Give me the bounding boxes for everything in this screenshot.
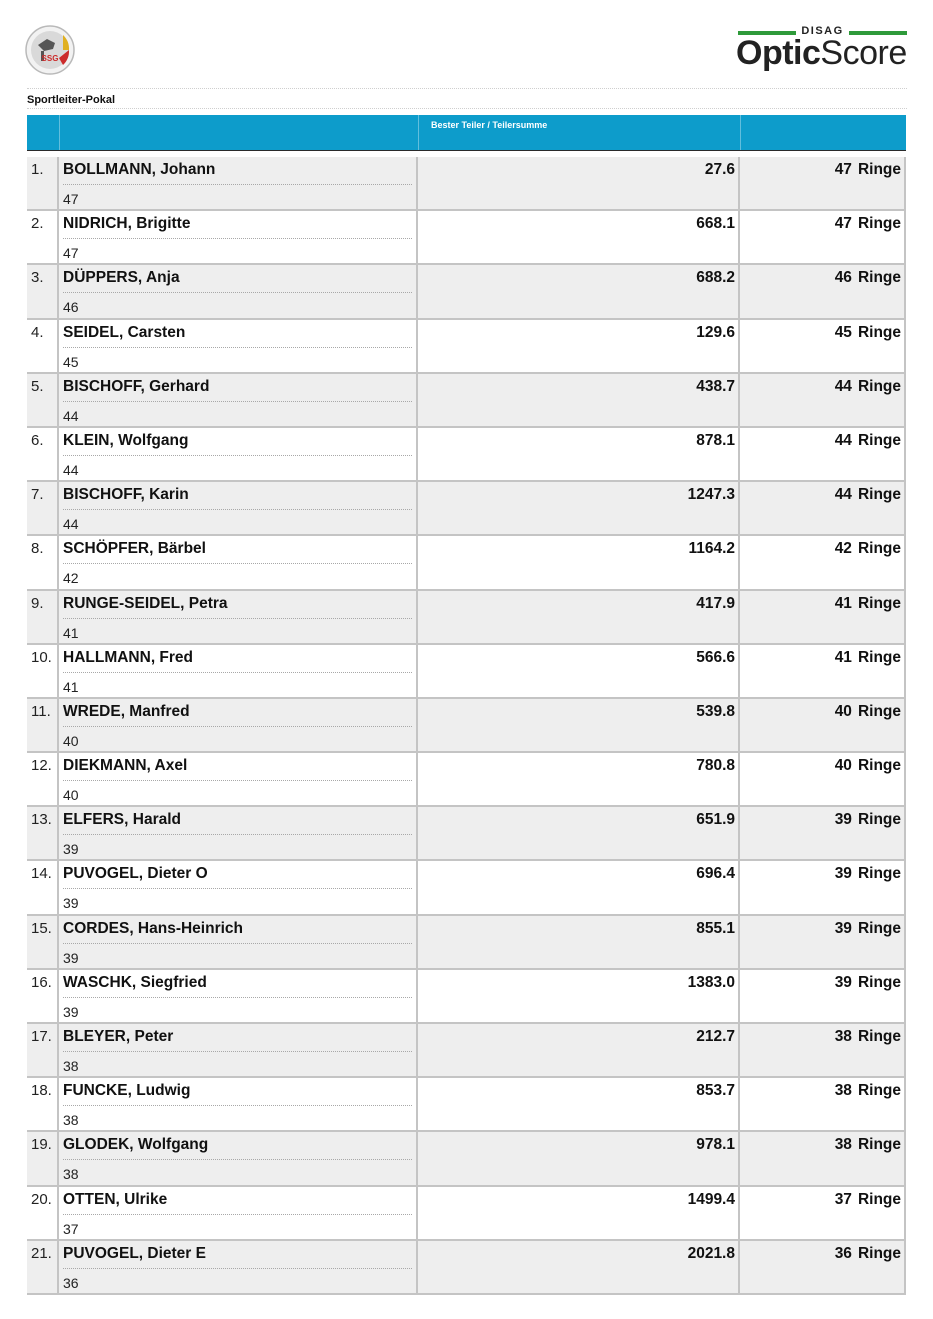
teiler-cell xyxy=(418,1187,740,1239)
table-row xyxy=(27,157,906,211)
table-row xyxy=(27,1241,906,1295)
rank-label: 15. xyxy=(31,919,52,937)
shooter-name: WREDE, Manfred xyxy=(63,702,190,720)
ringe-total xyxy=(835,703,901,721)
table-row xyxy=(27,861,906,915)
ringe-value: 44 xyxy=(834,431,852,449)
name-cell xyxy=(59,699,418,751)
brand-name-bold: Optic xyxy=(736,34,821,72)
teiler-cell xyxy=(418,1132,740,1184)
ringe-value: 38 xyxy=(834,1028,852,1045)
name-divider xyxy=(63,943,412,944)
ringe-value: 38 xyxy=(834,1136,852,1154)
rank-label: 13. xyxy=(31,811,52,829)
name-cell xyxy=(59,753,418,805)
series-value: 39 xyxy=(63,1003,79,1020)
rank-label: 20. xyxy=(31,1190,52,1208)
series-value: 45 xyxy=(63,353,79,370)
ringe-value: 41 xyxy=(834,648,852,666)
series-value: 39 xyxy=(63,841,79,858)
teiler-cell xyxy=(418,1024,740,1076)
name-divider xyxy=(63,238,412,239)
series-value: 40 xyxy=(63,787,79,804)
ringe-cell xyxy=(740,916,906,968)
club-logo xyxy=(25,25,75,75)
ringe-unit: Ringe xyxy=(857,1190,901,1208)
document-title: Sportleiter-Pokal xyxy=(27,94,116,106)
rank-label: 7. xyxy=(31,486,44,504)
ringe-unit: Ringe xyxy=(857,594,901,612)
results-table xyxy=(27,157,906,1295)
teiler-value: 539.8 xyxy=(696,702,735,720)
ringe-cell xyxy=(740,320,906,372)
name-cell xyxy=(59,916,418,968)
rank-cell xyxy=(27,374,59,426)
shooter-name: FUNCKE, Ludwig xyxy=(63,1082,191,1100)
name-divider xyxy=(63,672,412,673)
name-divider xyxy=(63,997,412,998)
teiler-cell xyxy=(418,753,740,805)
name-cell xyxy=(59,645,418,697)
table-header xyxy=(27,115,906,151)
ringe-value: 46 xyxy=(834,269,852,287)
ringe-cell xyxy=(740,699,906,751)
ringe-unit: Ringe xyxy=(857,486,901,504)
teiler-value: 212.7 xyxy=(696,1028,735,1045)
name-cell xyxy=(59,861,418,913)
ringe-total xyxy=(835,595,901,613)
name-divider xyxy=(63,1051,412,1052)
ringe-unit: Ringe xyxy=(857,865,901,883)
shooter-name: DÜPPERS, Anja xyxy=(63,269,180,287)
name-cell xyxy=(59,428,418,480)
name-divider xyxy=(63,509,412,510)
series-value: 39 xyxy=(63,895,79,912)
ringe-total xyxy=(835,161,901,179)
header-separator xyxy=(418,115,419,150)
ringe-cell xyxy=(740,536,906,588)
ringe-total xyxy=(835,378,901,396)
table-row xyxy=(27,753,906,807)
teiler-value: 1499.4 xyxy=(687,1190,735,1208)
rank-cell xyxy=(27,699,59,751)
series-value: 41 xyxy=(63,678,79,695)
rank-cell xyxy=(27,1078,59,1130)
ringe-cell xyxy=(740,374,906,426)
ringe-unit: Ringe xyxy=(857,811,901,829)
teiler-value: 417.9 xyxy=(696,594,735,612)
teiler-cell xyxy=(418,916,740,968)
name-cell xyxy=(59,1024,418,1076)
shooter-name: DIEKMANN, Axel xyxy=(63,757,188,775)
name-divider xyxy=(63,726,412,727)
table-row xyxy=(27,645,906,699)
table-row xyxy=(27,265,906,319)
header-separator xyxy=(740,115,741,150)
ringe-total xyxy=(835,865,901,883)
shooter-name: RUNGE-SEIDEL, Petra xyxy=(63,594,228,612)
table-row xyxy=(27,428,906,482)
teiler-cell xyxy=(418,265,740,317)
ringe-value: 45 xyxy=(834,323,852,341)
ringe-unit: Ringe xyxy=(857,1136,901,1154)
ringe-total xyxy=(835,1245,901,1263)
rank-label: 11. xyxy=(31,702,51,720)
ringe-cell xyxy=(740,645,906,697)
teiler-value: 27.6 xyxy=(704,161,735,178)
teiler-cell xyxy=(418,1241,740,1293)
ringe-cell xyxy=(740,211,906,263)
series-value: 42 xyxy=(63,570,79,587)
ringe-unit: Ringe xyxy=(857,161,901,178)
series-value: 38 xyxy=(63,1058,79,1074)
series-value: 44 xyxy=(63,407,79,424)
ringe-total xyxy=(835,215,901,233)
table-row xyxy=(27,320,906,374)
shooter-name: CORDES, Hans-Heinrich xyxy=(63,919,244,937)
teiler-cell xyxy=(418,807,740,859)
shooter-name: PUVOGEL, Dieter E xyxy=(63,1244,206,1262)
ringe-unit: Ringe xyxy=(857,648,901,666)
teiler-value: 438.7 xyxy=(696,377,735,395)
shooter-name: WASCHK, Siegfried xyxy=(63,973,207,991)
ringe-unit: Ringe xyxy=(857,377,901,395)
series-value: 46 xyxy=(63,299,79,316)
rank-cell xyxy=(27,970,59,1022)
ringe-value: 47 xyxy=(834,161,852,178)
shooter-name: SEIDEL, Carsten xyxy=(63,323,186,341)
table-row xyxy=(27,536,906,590)
table-row xyxy=(27,807,906,861)
ringe-value: 47 xyxy=(834,215,852,233)
rank-label: 6. xyxy=(31,431,44,449)
opticscore-logo xyxy=(736,26,908,74)
series-value: 44 xyxy=(63,516,79,533)
series-value: 40 xyxy=(63,732,79,749)
ringe-cell xyxy=(740,1187,906,1239)
rank-cell xyxy=(27,1132,59,1184)
shooter-name: BISCHOFF, Gerhard xyxy=(63,377,210,395)
rank-label: 12. xyxy=(31,757,52,775)
teiler-value: 780.8 xyxy=(696,757,735,775)
name-divider xyxy=(63,834,412,835)
rank-cell xyxy=(27,536,59,588)
name-cell xyxy=(59,265,418,317)
rank-label: 9. xyxy=(31,594,44,612)
rank-label: 16. xyxy=(31,973,52,991)
ringe-cell xyxy=(740,265,906,317)
ringe-unit: Ringe xyxy=(857,1082,901,1100)
table-row xyxy=(27,482,906,536)
name-divider xyxy=(63,563,412,564)
teiler-value: 696.4 xyxy=(696,865,735,883)
rank-label: 14. xyxy=(31,865,52,883)
teiler-cell xyxy=(418,157,740,209)
teiler-cell xyxy=(418,645,740,697)
ringe-cell xyxy=(740,428,906,480)
rank-cell xyxy=(27,916,59,968)
name-divider xyxy=(63,184,412,185)
table-row xyxy=(27,1078,906,1132)
teiler-cell xyxy=(418,861,740,913)
rank-label: 8. xyxy=(31,540,44,558)
series-value: 41 xyxy=(63,624,79,641)
teiler-value: 878.1 xyxy=(696,431,735,449)
ringe-unit: Ringe xyxy=(857,215,901,233)
rank-cell xyxy=(27,645,59,697)
ringe-total xyxy=(835,540,901,558)
rank-label: 21. xyxy=(31,1244,52,1262)
ringe-cell xyxy=(740,807,906,859)
ringe-unit: Ringe xyxy=(857,431,901,449)
shooter-name: NIDRICH, Brigitte xyxy=(63,215,191,233)
table-row xyxy=(27,1187,906,1241)
ringe-value: 40 xyxy=(834,702,852,720)
teiler-cell xyxy=(418,536,740,588)
series-value: 47 xyxy=(63,191,79,207)
ringe-total xyxy=(835,757,901,775)
rank-label: 17. xyxy=(31,1028,52,1045)
rank-cell xyxy=(27,320,59,372)
name-divider xyxy=(63,1105,412,1106)
teiler-cell xyxy=(418,320,740,372)
ringe-cell xyxy=(740,482,906,534)
ringe-value: 37 xyxy=(834,1190,852,1208)
teiler-value: 978.1 xyxy=(696,1136,735,1154)
shooter-name: KLEIN, Wolfgang xyxy=(63,431,189,449)
name-cell xyxy=(59,157,418,209)
teiler-cell xyxy=(418,970,740,1022)
rank-label: 10. xyxy=(31,648,52,666)
teiler-value: 855.1 xyxy=(696,919,735,937)
rank-label: 18. xyxy=(31,1082,52,1100)
teiler-value: 566.6 xyxy=(696,648,735,666)
ringe-total xyxy=(835,324,901,342)
teiler-cell xyxy=(418,482,740,534)
ringe-total xyxy=(835,1191,901,1209)
ringe-total xyxy=(835,1028,901,1046)
ringe-cell xyxy=(740,861,906,913)
ringe-total xyxy=(835,1136,901,1154)
rank-cell xyxy=(27,1187,59,1239)
name-cell xyxy=(59,1241,418,1293)
name-cell xyxy=(59,211,418,263)
name-divider xyxy=(63,888,412,889)
table-row xyxy=(27,1024,906,1078)
header-separator xyxy=(59,115,60,150)
shooter-name: BISCHOFF, Karin xyxy=(63,486,189,504)
name-divider xyxy=(63,1268,412,1269)
name-divider xyxy=(63,780,412,781)
rank-label: 19. xyxy=(31,1136,52,1154)
ringe-cell xyxy=(740,1132,906,1184)
name-cell xyxy=(59,1078,418,1130)
table-row xyxy=(27,591,906,645)
brand-name xyxy=(736,34,907,73)
series-value: 38 xyxy=(63,1112,79,1129)
table-row xyxy=(27,1132,906,1186)
ringe-total xyxy=(835,920,901,938)
ringe-value: 39 xyxy=(834,865,852,883)
ringe-value: 36 xyxy=(834,1244,852,1262)
rank-label: 4. xyxy=(31,323,44,341)
name-cell xyxy=(59,807,418,859)
series-value: 44 xyxy=(63,461,79,478)
ringe-unit: Ringe xyxy=(857,1028,901,1045)
series-value: 36 xyxy=(63,1274,79,1291)
teiler-cell xyxy=(418,1078,740,1130)
rank-label: 2. xyxy=(31,215,44,233)
name-divider xyxy=(63,1159,412,1160)
teiler-value: 1164.2 xyxy=(688,540,735,558)
ringe-total xyxy=(835,432,901,450)
ringe-cell xyxy=(740,591,906,643)
name-cell xyxy=(59,970,418,1022)
rank-cell xyxy=(27,428,59,480)
teiler-cell xyxy=(418,428,740,480)
name-cell xyxy=(59,482,418,534)
ringe-value: 39 xyxy=(834,973,852,991)
teiler-value: 688.2 xyxy=(696,269,735,287)
rank-label: 3. xyxy=(31,269,44,287)
shooter-name: PUVOGEL, Dieter O xyxy=(63,865,208,883)
ringe-value: 40 xyxy=(834,757,852,775)
table-row xyxy=(27,970,906,1024)
series-value: 38 xyxy=(63,1166,79,1183)
series-value: 47 xyxy=(63,245,79,262)
table-row xyxy=(27,374,906,428)
ringe-total xyxy=(835,974,901,992)
ringe-unit: Ringe xyxy=(857,323,901,341)
ringe-cell xyxy=(740,1241,906,1293)
brand-name-regular: Score xyxy=(820,34,907,72)
name-divider xyxy=(63,455,412,456)
name-divider xyxy=(63,292,412,293)
ringe-total xyxy=(835,269,901,287)
rank-label: 1. xyxy=(31,161,44,178)
table-row xyxy=(27,699,906,753)
top-divider xyxy=(27,88,907,89)
name-divider xyxy=(63,401,412,402)
ringe-total xyxy=(835,649,901,667)
ringe-value: 44 xyxy=(834,486,852,504)
rank-cell xyxy=(27,157,59,209)
ringe-value: 42 xyxy=(834,540,852,558)
teiler-cell xyxy=(418,591,740,643)
shooter-name: ELFERS, Harald xyxy=(63,811,181,829)
ringe-total xyxy=(835,486,901,504)
series-value: 37 xyxy=(63,1220,79,1237)
ringe-cell xyxy=(740,1024,906,1076)
ringe-cell xyxy=(740,1078,906,1130)
ringe-unit: Ringe xyxy=(857,1244,901,1262)
name-divider xyxy=(63,618,412,619)
shooter-name: HALLMANN, Fred xyxy=(63,648,194,666)
table-row xyxy=(27,211,906,265)
rank-cell xyxy=(27,861,59,913)
name-divider xyxy=(63,347,412,348)
name-cell xyxy=(59,1187,418,1239)
teiler-cell xyxy=(418,211,740,263)
brand-top-text: DISAG xyxy=(801,25,844,37)
ringe-value: 44 xyxy=(834,377,852,395)
name-cell xyxy=(59,1132,418,1184)
rank-cell xyxy=(27,211,59,263)
rank-cell xyxy=(27,1024,59,1076)
ringe-total xyxy=(835,811,901,829)
ringe-unit: Ringe xyxy=(857,702,901,720)
teiler-value: 853.7 xyxy=(696,1082,735,1100)
shooter-name: OTTEN, Ulrike xyxy=(63,1190,168,1208)
rank-cell xyxy=(27,591,59,643)
teiler-value: 1383.0 xyxy=(687,973,735,991)
rank-cell xyxy=(27,265,59,317)
shooter-name: BOLLMANN, Johann xyxy=(63,161,216,178)
club-logo-text: SSG xyxy=(41,54,59,63)
name-cell xyxy=(59,374,418,426)
rank-cell xyxy=(27,807,59,859)
rank-label: 5. xyxy=(31,377,44,395)
name-cell xyxy=(59,320,418,372)
name-cell xyxy=(59,536,418,588)
ringe-cell xyxy=(740,970,906,1022)
ringe-value: 39 xyxy=(834,919,852,937)
rank-cell xyxy=(27,482,59,534)
ringe-unit: Ringe xyxy=(857,757,901,775)
ringe-cell xyxy=(740,157,906,209)
teiler-value: 1247.3 xyxy=(687,486,735,504)
ringe-unit: Ringe xyxy=(857,973,901,991)
ringe-value: 41 xyxy=(834,594,852,612)
title-divider xyxy=(27,108,907,109)
ringe-cell xyxy=(740,753,906,805)
rank-cell xyxy=(27,753,59,805)
teiler-cell xyxy=(418,374,740,426)
name-divider xyxy=(63,1214,412,1215)
series-value: 39 xyxy=(63,949,79,966)
shooter-name: SCHÖPFER, Bärbel xyxy=(63,540,206,558)
shooter-name: BLEYER, Peter xyxy=(63,1028,174,1045)
header-teiler-label: Bester Teiler / Teilersumme xyxy=(431,120,548,130)
ringe-unit: Ringe xyxy=(857,919,901,937)
teiler-value: 129.6 xyxy=(696,323,735,341)
name-cell xyxy=(59,591,418,643)
teiler-value: 651.9 xyxy=(696,811,735,829)
table-row xyxy=(27,916,906,970)
teiler-value: 2021.8 xyxy=(687,1244,735,1262)
rank-cell xyxy=(27,1241,59,1293)
ringe-value: 39 xyxy=(834,811,852,829)
teiler-cell xyxy=(418,699,740,751)
teiler-value: 668.1 xyxy=(696,215,735,233)
ringe-value: 38 xyxy=(834,1082,852,1100)
ringe-total xyxy=(835,1082,901,1100)
shooter-name: GLODEK, Wolfgang xyxy=(63,1136,209,1154)
ringe-unit: Ringe xyxy=(857,540,901,558)
ringe-unit: Ringe xyxy=(857,269,901,287)
